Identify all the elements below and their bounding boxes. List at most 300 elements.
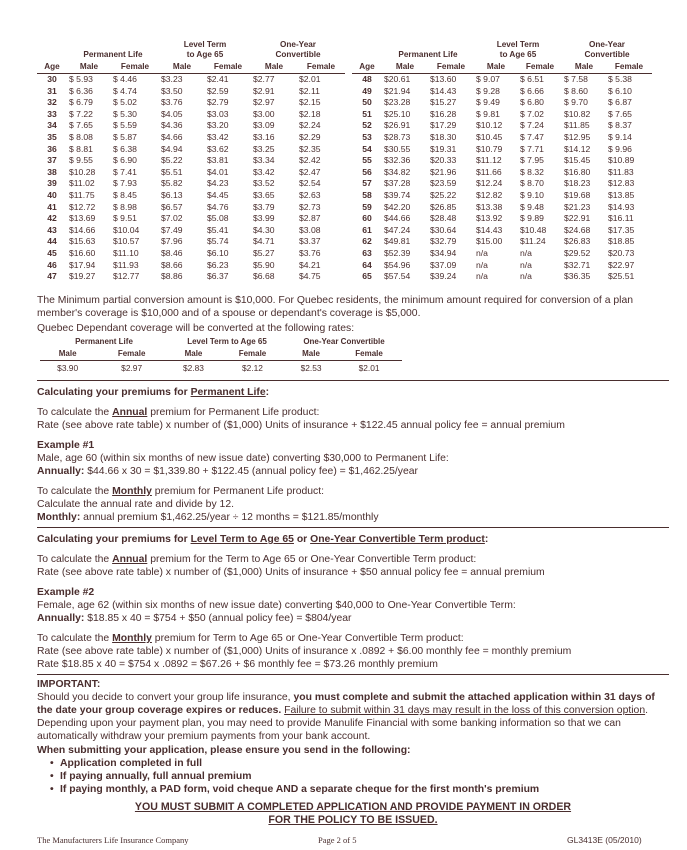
rate-value: $6.23: [207, 259, 229, 270]
perm-monthly-intro: To calculate the Monthly premium for Permanent Life product:: [37, 486, 325, 497]
rate-value: $4.30: [253, 224, 275, 235]
rate-row: [37, 248, 345, 260]
rate-value: $28.48: [430, 213, 457, 224]
rate-age: 50: [362, 97, 372, 108]
rate-value: $2.15: [299, 97, 321, 108]
rate-value: $16.60: [69, 247, 96, 258]
quebec-value: $2.97: [95, 361, 168, 376]
quebec-col-female: Female: [238, 349, 267, 358]
rate-value: $34.82: [384, 166, 411, 177]
rate-value: $14.66: [69, 224, 96, 235]
col-male: Male: [67, 60, 111, 74]
rate-row: [37, 97, 345, 109]
rate-age: 31: [47, 85, 57, 96]
rate-value: $2.18: [299, 108, 321, 119]
rate-value: $5.82: [161, 178, 183, 189]
rate-value: $5.74: [207, 236, 229, 247]
rate-value: $13.60: [430, 74, 457, 84]
rate-table-left: [37, 40, 345, 283]
term-monthly-example: Rate $18.85 x 40 = $754 x .0892 = $67.26 + $6 monthly fee = $73.26 monthly premium: [37, 659, 438, 670]
quebec-group-row: [40, 336, 402, 348]
rate-value: $15.27: [430, 97, 457, 108]
rate-age: 60: [362, 213, 372, 224]
rate-value: $11.12: [476, 155, 502, 166]
rate-age: 42: [47, 213, 57, 224]
rate-value: $29.52: [564, 247, 591, 258]
rate-value: $2.63: [299, 189, 321, 200]
col-male: Male: [159, 60, 205, 74]
rate-value: $7.02: [161, 213, 183, 224]
term-monthly-intro: To calculate the Monthly premium for Term to Age 65 or One-Year Convertible Term product:: [37, 633, 464, 644]
rate-value: $12.83: [608, 178, 635, 189]
rate-value: $ 7.02: [520, 108, 544, 119]
rate-row: [37, 144, 345, 156]
rate-value: $12.24: [476, 178, 503, 189]
rate-value: $ 5.59: [113, 120, 137, 131]
rate-value: $ 8.60: [564, 85, 588, 96]
rate-value: $ 8.98: [113, 201, 137, 212]
rate-value: $39.24: [430, 271, 457, 282]
rate-value: $3.16: [253, 131, 275, 142]
rate-value: $ 6.51: [520, 74, 544, 84]
example-2-desc: Female, age 62 (within six months of new issue date) converting $40,000 to One-Year Convertible Term:: [37, 600, 516, 611]
rate-value: $ 9.70: [564, 97, 588, 108]
rate-row: [37, 236, 345, 248]
rate-value: $ 8.45: [113, 189, 137, 200]
rate-value: $2.35: [299, 143, 321, 154]
rate-age: 40: [47, 189, 57, 200]
rate-table-header-row: [352, 60, 652, 74]
rate-value: $11.24: [520, 236, 546, 247]
rate-age: 51: [362, 108, 372, 119]
footer-page-number: Page 2 of 5: [318, 835, 357, 845]
rate-age: 39: [47, 178, 57, 189]
rate-value: $ 7.58: [564, 74, 588, 84]
rate-table-group-row: [37, 40, 345, 60]
rate-row: [37, 74, 345, 86]
rate-value: $4.71: [253, 236, 275, 247]
rate-age: 63: [362, 247, 372, 258]
must-submit-line-1: YOU MUST SUBMIT A COMPLETED APPLICATION AND PROVIDE PAYMENT IN ORDER: [134, 801, 572, 813]
rate-value: $21.23: [564, 201, 591, 212]
example-1-title: Example #1: [37, 440, 95, 451]
rate-value: $6.37: [207, 271, 229, 282]
rate-table-group-row: [352, 40, 652, 60]
rate-age: 35: [47, 131, 57, 142]
rate-value: $13.92: [476, 213, 503, 224]
rate-value: $ 5.02: [113, 97, 137, 108]
rate-value: $8.66: [161, 259, 183, 270]
rate-age: 47: [47, 271, 57, 282]
rate-value: $37.09: [430, 259, 457, 270]
rate-value: $17.35: [608, 224, 635, 235]
rate-value: $ 6.87: [608, 97, 632, 108]
rate-value: $13.38: [476, 201, 503, 212]
quebec-values-row: [40, 361, 402, 376]
checklist-item: • If paying annually, full annual premium: [50, 770, 539, 783]
rate-table-right: [352, 40, 652, 283]
quebec-rate-table: [40, 336, 402, 375]
rate-value: $3.37: [299, 236, 321, 247]
submit-checklist: [50, 757, 539, 796]
perm-annual-intro: To calculate the Annual premium for Permanent Life product:: [37, 407, 320, 418]
rate-value: $25.51: [608, 271, 635, 282]
rate-age: 33: [47, 108, 57, 119]
rate-value: $3.09: [253, 120, 275, 131]
rate-value: $2.97: [253, 97, 275, 108]
rate-row: [352, 178, 652, 190]
quebec-header-row: [40, 348, 402, 361]
col-female: Female: [606, 60, 652, 74]
rate-value: $ 9.07: [476, 74, 500, 84]
rate-value: $4.21: [299, 259, 321, 270]
rate-value: $ 6.38: [113, 143, 137, 154]
rate-value: $ 5.93: [69, 74, 93, 84]
rate-row: [352, 225, 652, 237]
rate-value: $30.64: [430, 224, 457, 235]
rate-value: $17.29: [430, 120, 457, 131]
rate-value: $2.24: [299, 120, 321, 131]
rate-value: $3.79: [253, 201, 275, 212]
rate-value: n/a: [520, 259, 532, 270]
rate-value: $2.47: [299, 166, 321, 177]
checklist-item: • Application completed in full: [50, 757, 539, 770]
rate-value: $ 8.08: [69, 131, 93, 142]
rate-value: $3.52: [253, 178, 275, 189]
rate-row: [37, 213, 345, 225]
rate-value: $15.45: [564, 155, 591, 166]
rate-value: $4.76: [207, 201, 229, 212]
rate-value: $18.85: [608, 236, 635, 247]
rate-value: $ 9.96: [608, 143, 632, 154]
rate-value: $16.11: [608, 213, 634, 224]
rate-value: n/a: [476, 247, 488, 258]
group-header-level-term: Level Term to Age 65: [496, 40, 540, 59]
col-female: Female: [428, 60, 474, 74]
rate-value: $5.90: [253, 259, 275, 270]
rate-row: [37, 86, 345, 98]
important-paragraph: Should you decide to convert your group life insurance, you must complete and submit the attached application within 31 days of the date your group coverage expires or reduces. Failure to submit within 31 days may result in the loss of this conversion option. Depending upon your payment plan, you may need to provide Manulife Financial with some banking information so that we can automatically withdraw your premium payments from your bank account.: [37, 692, 655, 742]
rate-value: $32.71: [564, 259, 591, 270]
rate-value: $ 6.66: [520, 85, 544, 96]
rate-value: $14.12: [564, 143, 591, 154]
rate-value: $4.75: [299, 271, 321, 282]
rate-value: $21.96: [430, 166, 457, 177]
rate-age: 62: [362, 236, 372, 247]
quebec-value: $2.12: [219, 361, 286, 376]
col-female: Female: [518, 60, 562, 74]
rate-value: $3.76: [161, 97, 183, 108]
rate-value: $20.33: [430, 155, 457, 166]
rate-value: $21.94: [384, 85, 411, 96]
rate-value: $15.63: [69, 236, 96, 247]
rate-value: $4.66: [161, 131, 183, 142]
rate-value: $2.54: [299, 178, 321, 189]
rate-row: [352, 86, 652, 98]
rate-age: 55: [362, 155, 372, 166]
col-male: Male: [251, 60, 297, 74]
term-section-heading: Calculating your premiums for Level Term to Age 65 or One-Year Convertible Term product:: [37, 534, 489, 545]
rate-age: 49: [362, 85, 372, 96]
quebec-intro: Quebec Dependant coverage will be converted at the following rates:: [37, 323, 355, 334]
rate-value: $ 9.10: [520, 189, 544, 200]
rate-row: [352, 97, 652, 109]
rate-row: [352, 190, 652, 202]
group-header-one-year: One-Year Convertible: [275, 40, 321, 59]
rate-value: $49.81: [384, 236, 411, 247]
rate-row: [37, 260, 345, 272]
rate-value: $2.59: [207, 85, 229, 96]
rate-value: $5.51: [161, 166, 183, 177]
rate-value: $5.22: [161, 155, 183, 166]
rate-age: 59: [362, 201, 372, 212]
rate-value: $24.68: [564, 224, 591, 235]
rate-value: $ 7.24: [520, 120, 544, 131]
col-age: Age: [352, 60, 382, 74]
important-title: IMPORTANT:: [37, 679, 101, 690]
rate-row: [37, 120, 345, 132]
rate-age: 52: [362, 120, 372, 131]
rate-value: $16.28: [430, 108, 457, 119]
rate-value: $3.99: [253, 213, 275, 224]
rate-value: $4.94: [161, 143, 183, 154]
rate-value: $25.22: [430, 189, 457, 200]
must-submit-line-2: FOR THE POLICY TO BE ISSUED.: [268, 814, 438, 826]
rate-value: $3.81: [207, 155, 229, 166]
rate-age: 53: [362, 131, 372, 142]
rate-value: $13.69: [69, 213, 96, 224]
rate-value: $3.03: [207, 108, 229, 119]
rate-row: [37, 132, 345, 144]
group-header-permanent: Permanent Life: [83, 50, 143, 59]
rate-value: $10.04: [113, 224, 140, 235]
rate-age: 57: [362, 178, 372, 189]
rate-value: $ 8.81: [69, 143, 93, 154]
rate-value: $8.46: [161, 247, 183, 258]
rate-value: $3.08: [299, 224, 321, 235]
rate-value: $ 7.47: [520, 131, 544, 142]
rate-value: $ 9.81: [476, 108, 500, 119]
rate-value: $3.65: [253, 189, 275, 200]
rate-value: $2.87: [299, 213, 321, 224]
rate-value: $ 5.87: [113, 131, 137, 142]
rate-value: $ 7.65: [69, 120, 93, 131]
rate-value: $ 7.71: [520, 143, 544, 154]
rate-age: 43: [47, 224, 57, 235]
quebec-group-one-year: One-Year Convertible: [303, 337, 385, 346]
divider: [37, 527, 669, 528]
rate-value: $16.80: [564, 166, 591, 177]
rate-value: $ 9.89: [520, 213, 544, 224]
rate-age: 30: [47, 74, 57, 84]
group-header-one-year: One-Year Convertible: [584, 40, 630, 59]
rate-value: $11.83: [608, 166, 634, 177]
perm-annual-formula: Rate (see above rate table) x number of ($1,000) Units of insurance + $122.45 annual policy fee = annual premium: [37, 420, 565, 431]
rate-row: [37, 190, 345, 202]
rate-row: [352, 109, 652, 121]
rate-value: $10.57: [113, 236, 140, 247]
quebec-value: $2.83: [168, 361, 219, 376]
rate-value: $44.66: [384, 213, 411, 224]
rate-value: $4.36: [161, 120, 183, 131]
rate-row: [352, 260, 652, 272]
rate-value: $12.95: [564, 131, 591, 142]
quebec-col-male: Male: [58, 349, 77, 358]
rate-value: $7.96: [161, 236, 183, 247]
rate-row: [352, 236, 652, 248]
rate-value: $18.30: [430, 131, 457, 142]
rate-value: $ 4.46: [113, 74, 137, 84]
rate-value: $11.66: [476, 166, 502, 177]
example-1-desc: Male, age 60 (within six months of new issue date) converting $30,000 to Permanent Life:: [37, 453, 449, 464]
rate-row: [352, 213, 652, 225]
perm-monthly-instr: Calculate the annual rate and divide by 12.: [37, 499, 234, 510]
rate-value: $ 8.37: [608, 120, 632, 131]
submit-checklist-title: When submitting your application, please ensure you send in the following:: [37, 745, 411, 756]
rate-row: [352, 132, 652, 144]
min-conversion-note: The Minimum partial conversion amount is $10,000. For Quebec residents, the minimum amount required for conversion of a plan member's coverage is $10,000 and of a spouse or dependant's coverage is $5,000.: [37, 295, 634, 319]
divider: [37, 380, 669, 381]
rate-value: $23.59: [430, 178, 457, 189]
rate-age: 48: [362, 74, 372, 84]
rate-value: $ 7.95: [520, 155, 544, 166]
rate-value: $2.77: [253, 74, 275, 84]
col-female: Female: [205, 60, 251, 74]
rate-value: $ 6.10: [608, 85, 632, 96]
rate-value: $5.08: [207, 213, 229, 224]
rate-value: $47.24: [384, 224, 411, 235]
rate-age: 32: [47, 97, 57, 108]
rate-value: $2.41: [207, 74, 229, 84]
footer-form-number: GL3413E (05/2010): [567, 835, 642, 845]
rate-age: 44: [47, 236, 57, 247]
quebec-value: $2.53: [286, 361, 336, 376]
rate-value: $2.01: [299, 74, 321, 84]
rate-value: $14.43: [430, 85, 457, 96]
rate-value: $12.77: [113, 271, 140, 282]
rate-value: $ 7.65: [608, 108, 632, 119]
rate-value: $ 6.80: [520, 97, 544, 108]
rate-value: $57.54: [384, 271, 411, 282]
rate-value: $18.23: [564, 178, 591, 189]
rate-value: $17.94: [69, 259, 96, 270]
rate-value: $30.55: [384, 143, 411, 154]
rate-value: $19.27: [69, 271, 96, 282]
rate-value: $10.12: [476, 120, 503, 131]
rate-value: $3.62: [207, 143, 229, 154]
rate-value: $14.93: [608, 201, 635, 212]
col-male: Male: [382, 60, 428, 74]
rate-value: n/a: [520, 247, 532, 258]
rate-value: $ 7.93: [113, 178, 137, 189]
quebec-value: $3.90: [40, 361, 95, 376]
rate-value: $6.10: [207, 247, 229, 258]
quebec-col-female: Female: [117, 349, 146, 358]
example-1-annual: Annually: $44.66 x 30 = $1,339.80 + $122.45 (annual policy fee) = $1,462.25/year: [37, 466, 418, 477]
rate-value: $3.34: [253, 155, 275, 166]
rate-row: [37, 155, 345, 167]
col-female: Female: [111, 60, 159, 74]
rate-value: $54.96: [384, 259, 411, 270]
perm-section-heading: Calculating your premiums for Permanent Life:: [37, 387, 270, 398]
rate-value: $5.27: [253, 247, 275, 258]
rate-age: 61: [362, 224, 372, 235]
rate-row: [37, 167, 345, 179]
quebec-group-level-term: Level Term to Age 65: [187, 337, 267, 346]
rate-age: 41: [47, 201, 57, 212]
rate-value: $39.74: [384, 189, 411, 200]
rate-row: [37, 202, 345, 214]
rate-age: 38: [47, 166, 57, 177]
rate-row: [37, 225, 345, 237]
example-2-title: Example #2: [37, 587, 95, 598]
rate-value: $22.97: [608, 259, 635, 270]
rate-value: $4.45: [207, 189, 229, 200]
rate-value: $2.11: [299, 85, 320, 96]
rate-age: 36: [47, 143, 57, 154]
rate-value: $11.10: [113, 247, 139, 258]
rate-value: $14.43: [476, 224, 503, 235]
rate-value: $3.42: [207, 131, 229, 142]
rate-value: $12.72: [69, 201, 96, 212]
rate-age: 65: [362, 271, 372, 282]
rate-age: 37: [47, 155, 57, 166]
rate-value: $3.00: [253, 108, 275, 119]
rate-value: $2.73: [299, 201, 321, 212]
rate-row: [37, 178, 345, 190]
rate-value: $3.42: [253, 166, 275, 177]
rate-value: $26.91: [384, 120, 411, 131]
example-2-annual: Annually: $18.85 x 40 = $754 + $50 (annual policy fee) = $804/year: [37, 613, 352, 624]
rate-value: n/a: [476, 271, 488, 282]
term-annual-formula: Rate (see above rate table) x number of ($1,000) Units of insurance + $50 annual policy fee = annual premium: [37, 567, 545, 578]
rate-value: $19.31: [430, 143, 457, 154]
rate-row: [37, 109, 345, 121]
rate-row: [352, 155, 652, 167]
rate-value: $10.48: [520, 224, 547, 235]
rate-row: [352, 120, 652, 132]
rate-value: $5.41: [207, 224, 229, 235]
rate-value: $10.82: [564, 108, 591, 119]
rate-value: $10.79: [476, 143, 503, 154]
rate-value: $4.05: [161, 108, 183, 119]
rate-value: $4.23: [207, 178, 229, 189]
rate-value: $6.57: [161, 201, 183, 212]
rate-value: $ 9.49: [476, 97, 500, 108]
rate-row: [352, 202, 652, 214]
rate-table-header-row: [37, 60, 345, 74]
footer-company: The Manufacturers Life Insurance Company: [37, 835, 189, 845]
rate-value: $8.86: [161, 271, 183, 282]
rate-value: $3.76: [299, 247, 321, 258]
rate-value: $26.85: [430, 201, 457, 212]
rate-row: [352, 248, 652, 260]
quebec-group-permanent: Permanent Life: [75, 337, 133, 346]
rate-value: $ 9.14: [608, 131, 632, 142]
rate-value: $12.82: [476, 189, 503, 200]
rate-value: $3.50: [161, 85, 183, 96]
rate-value: n/a: [520, 271, 532, 282]
rate-row: [352, 74, 652, 86]
rate-age: 34: [47, 120, 57, 131]
rate-value: $20.61: [384, 74, 411, 84]
rate-value: $ 9.28: [476, 85, 500, 96]
rate-value: $13.85: [608, 189, 635, 200]
quebec-col-male: Male: [302, 349, 320, 358]
rate-value: $7.49: [161, 224, 183, 235]
rate-row: [352, 271, 652, 283]
rate-age: 54: [362, 143, 372, 154]
